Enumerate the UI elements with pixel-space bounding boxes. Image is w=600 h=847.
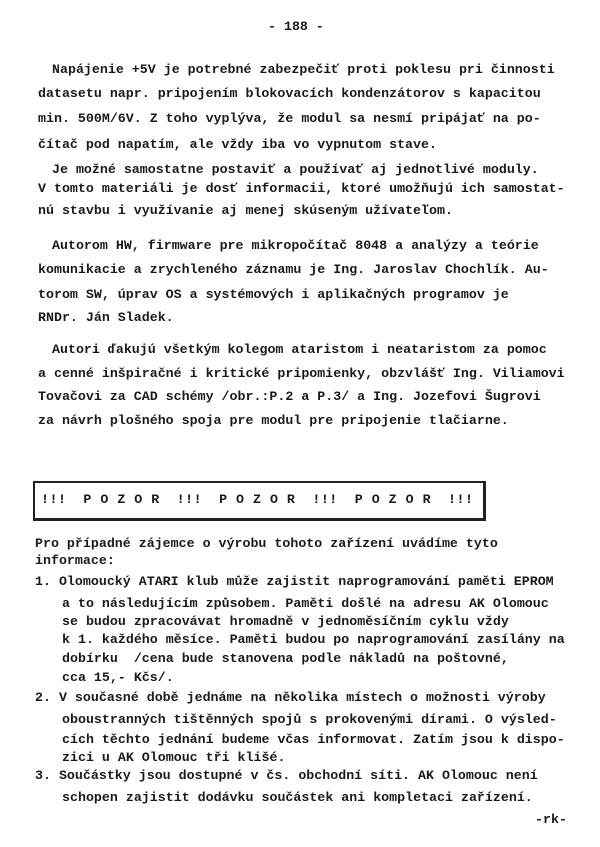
text-line: a cenné inšpiračné i kritické pripomienky, obzvlášť Ing. Viliamovi bbox=[38, 366, 565, 381]
text-line: dobírku /cena bude stanovena podle nákladů na poštovné, bbox=[62, 651, 509, 666]
text-line: zici u AK Olomouc tři klišé. bbox=[62, 750, 286, 765]
text-line: schopen zajistit dodávku součástek ani kompletaci zařízení. bbox=[62, 790, 533, 805]
text-line: datasetu napr. pripojením blokovacích kondenzátorov s kapacitou bbox=[38, 86, 541, 101]
text-line: Autori ďakujú všetkým kolegom ataristom i neataristom za pomoc bbox=[52, 342, 547, 357]
text-line: cích těchto jednání budeme včas informovat. Zatím jsou k dispo- bbox=[62, 732, 565, 747]
text-line: Pro případné zájemce o výrobu tohoto zařízení uvádíme tyto bbox=[35, 536, 498, 551]
text-line: nú stavbu i využívanie aj menej skúseným užívateľom. bbox=[38, 203, 453, 218]
text-line: k 1. každého měsíce. Paměti budou po naprogramování zasílány na bbox=[62, 632, 565, 647]
text-line: čítač pod napatím, ale vždy iba vo vypnutom stave. bbox=[38, 137, 437, 152]
text-line: RNDr. Ján Sladek. bbox=[38, 310, 174, 325]
text-line: torom SW, úprav OS a systémových i aplikačných programov je bbox=[38, 287, 509, 302]
text-line: se budou zpracovávat hromadně v jednoměsíčním cyklu vždy bbox=[62, 614, 509, 629]
text-line: za návrh plošného spoja pre modul pre pripojenie tlačiarne. bbox=[38, 413, 509, 428]
text-line: komunikacie a zrychleného záznamu je Ing. Jaroslav Chochlík. Au- bbox=[38, 262, 549, 277]
text-line: Tovačovi za CAD schémy /obr.:P.2 a P.3/ a Ing. Jozefovi Šugrovi bbox=[38, 389, 541, 404]
warning-text: !!! P O Z O R !!! P O Z O R !!! P O Z O R !!! bbox=[41, 492, 474, 507]
text-line: 3. Součástky jsou dostupné v čs. obchodní síti. AK Olomouc není bbox=[35, 768, 538, 783]
text-line: cca 15,- Kčs/. bbox=[62, 670, 174, 685]
text-line: V tomto materiáli je dosť informacii, ktoré umožňujú ich samostat- bbox=[38, 181, 565, 196]
text-line: a to následujícím způsobem. Paměti došlé na adresu AK Olomouc bbox=[62, 596, 549, 611]
text-line: 1. Olomoucký ATARI klub může zajistit naprogramování paměti EPROM bbox=[35, 574, 554, 589]
text-line: Napájenie +5V je potrebné zabezpečiť proti poklesu pri činnosti bbox=[52, 62, 555, 77]
page-number: - 188 - bbox=[268, 19, 324, 34]
text-line: Je možné samostatne postaviť a používať aj jednotlivé moduly. bbox=[52, 162, 539, 177]
text-line: min. 500M/6V. Z toho vyplýva, že modul sa nesmí pripájať na po- bbox=[38, 111, 541, 126]
text-line: Autorom HW, firmware pre mikropočítač 8048 a analýzy a teórie bbox=[52, 238, 539, 253]
text-line: oboustranných tištěnných spojů s prokovenými dírami. O výsled- bbox=[62, 712, 557, 727]
warning-box bbox=[33, 481, 486, 521]
text-line: informace: bbox=[35, 553, 115, 568]
text-line: 2. V současné době jednáme na několika místech o možnosti výroby bbox=[35, 690, 546, 705]
signature: -rk- bbox=[535, 812, 567, 827]
